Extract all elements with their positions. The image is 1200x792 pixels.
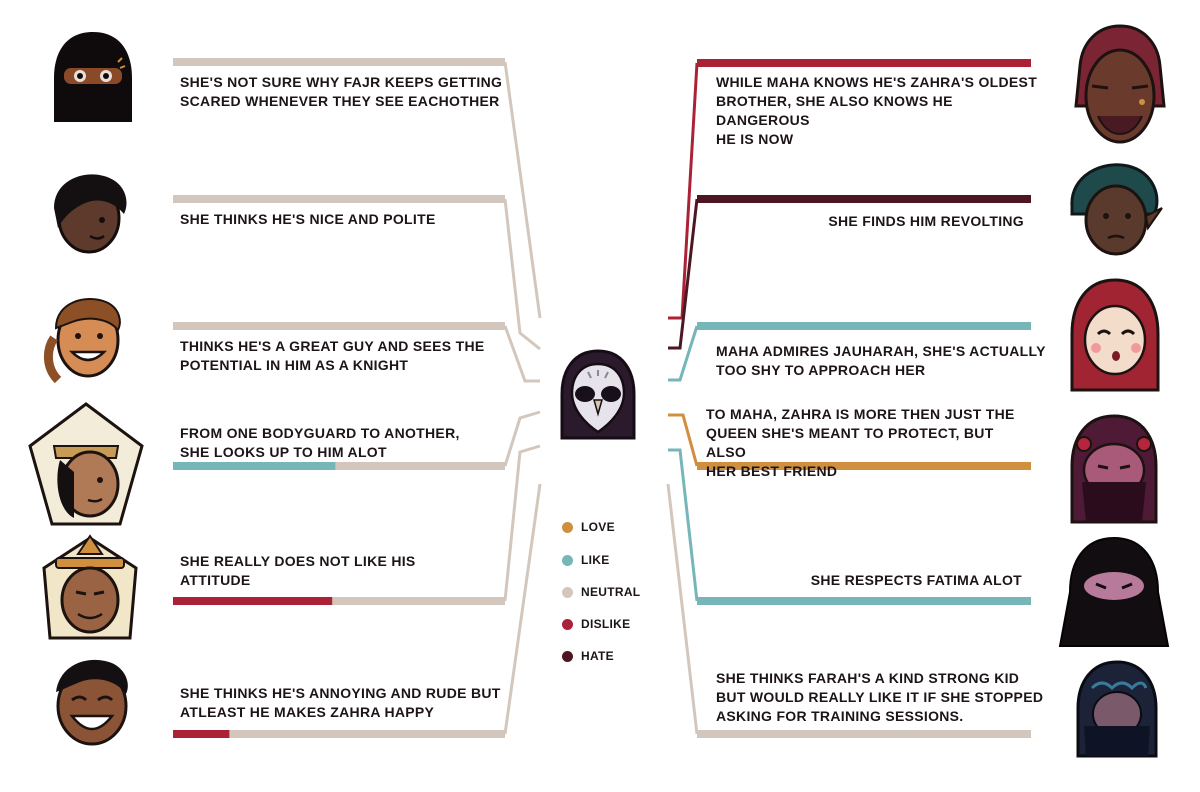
legend-love [562,519,615,535]
right-connector-1 [668,63,697,318]
note-left-5: SHE REALLY DOES NOT LIKE HIS ATTITUDE [180,553,416,588]
note-right-3: MAHA ADMIRES JAUHARAH, SHE'S ACTUALLY TOO SHY TO APPROACH HER [716,343,1046,378]
center-owl-mask-portrait [558,348,638,444]
left-connector-4 [505,412,540,466]
portrait-bearded-knight-grinning [36,288,136,388]
legend-like [562,552,610,568]
right-bar-2-hate [697,195,1031,203]
portrait-farah-dark-hood [1070,658,1164,760]
portrait-revolting-elf [1062,158,1166,262]
note-left-1: SHE'S NOT SURE WHY FAJR KEEPS GETTING SCARED WHENEVER THEY SEE EACHOTHER [180,74,503,109]
portrait-fatima-black-niqab [1056,534,1172,650]
legend-dot-neutral [562,587,573,598]
note-left-2: SHE THINKS HE'S NICE AND POLITE [180,211,436,227]
right-bar-5-like [697,597,1031,605]
note-right-5: SHE RESPECTS FATIMA ALOT [810,572,1022,588]
note-left-6: SHE THINKS HE'S ANNOYING AND RUDE BUT ATLEAST HE MAKES ZAHRA HAPPY [180,685,501,720]
legend-dislike [562,616,630,632]
right-bar-3-like [697,322,1031,330]
left-bar-6-dislike [173,730,229,738]
left-bar-6-neutral [229,730,505,738]
legend-neutral [562,584,640,600]
note-left-3: THINKS HE'S A GREAT GUY AND SEES THE POTENTIAL IN HIM AS A KNIGHT [180,338,485,373]
portrait-fajr-masked [46,28,140,128]
portrait-crowned-man-headdress [34,528,146,644]
right-bar-6-neutral [697,730,1031,738]
left-connector-6 [505,484,540,734]
right-bar-1-dislike [697,59,1031,67]
right-connector-6 [668,484,697,734]
left-connector-1 [505,62,540,318]
legend-label-like: LIKE [581,553,610,567]
right-connector-4 [668,415,697,466]
legend-label-dislike: DISLIKE [581,617,631,631]
left-bar-3-neutral [173,322,505,330]
legend-dot-love [562,522,573,533]
legend-dot-dislike [562,619,573,630]
legend-dot-like [562,555,573,566]
left-bar-4-like [173,462,336,470]
portrait-zahra-veiled-queen [1062,410,1166,528]
legend-label-love: LOVE [581,520,615,534]
left-bar-5-dislike [173,597,332,605]
note-right-1: WHILE MAHA KNOWS HE'S ZAHRA'S OLDEST BROTHER, SHE ALSO KNOWS HE DANGEROUS HE IS NOW [716,74,1038,147]
left-bar-1-neutral [173,58,505,66]
left-bar-5-neutral [332,597,505,605]
portrait-laughing-man [36,650,144,756]
portrait-zahras-oldest-brother [1068,22,1172,152]
right-connector-2 [668,199,697,348]
portrait-jauharah-red-hijab [1066,276,1164,396]
left-bar-4-neutral [336,462,505,470]
portrait-curly-hair-young-man [44,168,134,260]
portrait-bodyguard-white-headscarf [24,400,148,530]
note-right-2: SHE FINDS HIM REVOLTING [828,213,1024,229]
legend-label-neutral: NEUTRAL [581,585,641,599]
note-right-6: SHE THINKS FARAH'S A KIND STRONG KID BUT WOULD REALLY LIKE IT IF SHE STOPPED ASKING FOR TRAINING SESSIONS. [716,670,1044,724]
left-bar-2-neutral [173,195,505,203]
note-right-4: TO MAHA, ZAHRA IS MORE THEN JUST THE QUEEN SHE'S MEANT TO PROTECT, BUT ALSO HER BEST FRIEND [706,406,1015,479]
legend-label-hate: HATE [581,649,614,663]
legend-hate [562,648,614,664]
note-left-4: FROM ONE BODYGUARD TO ANOTHER, SHE LOOKS UP TO HIM ALOT [180,425,460,460]
legend-dot-hate [562,651,573,662]
